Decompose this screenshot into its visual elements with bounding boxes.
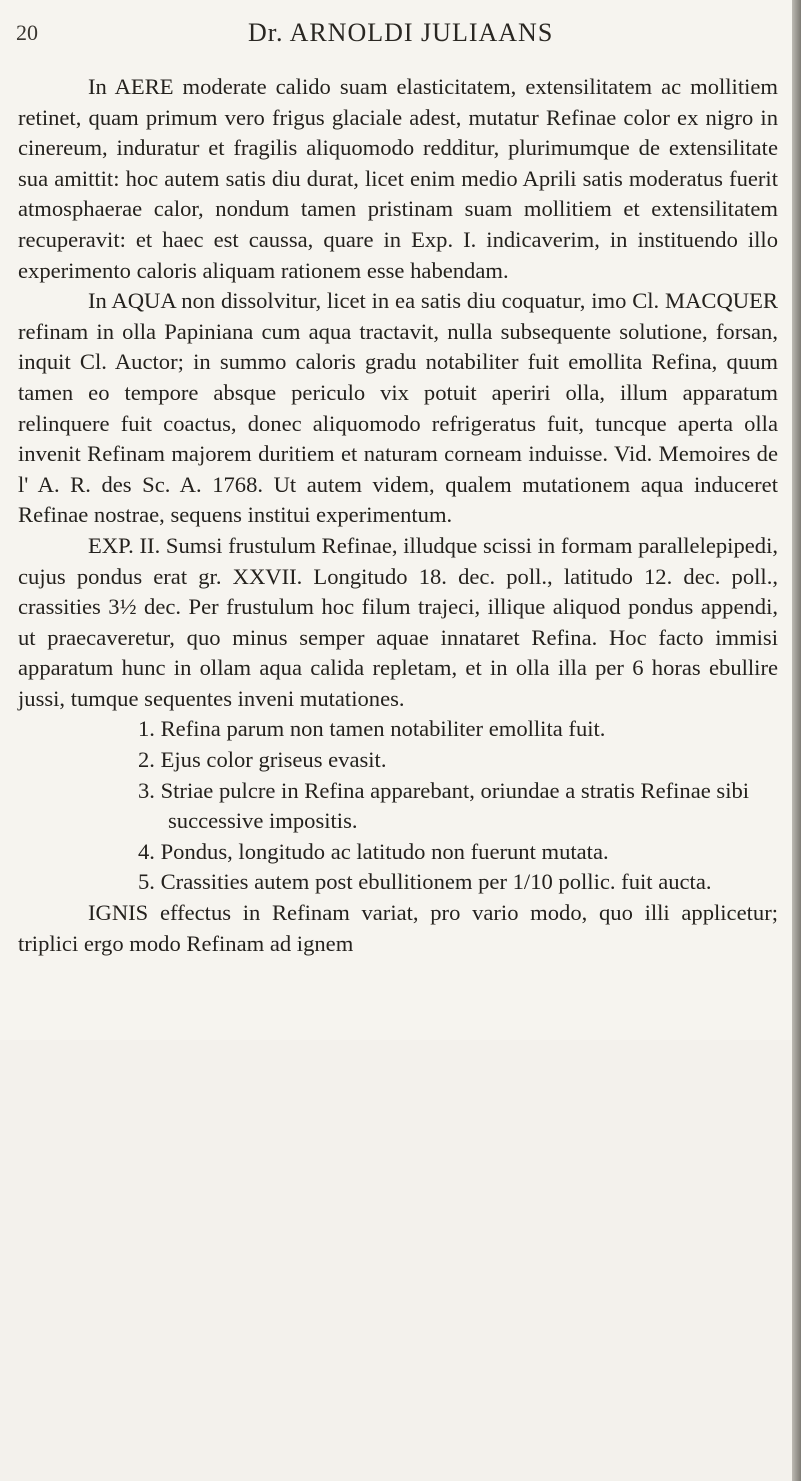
list-item: 2. Ejus color griseus evasit. <box>138 747 387 773</box>
paragraph-ignis: IGNIS effectus in Refinam variat, pro vario modo, quo illi applicetur; triplici ergo modo Refinam ad ignem <box>18 900 778 956</box>
list-item: 5. Crassities autem post ebullitionem per 1/10 pollic. fuit aucta. <box>138 869 712 895</box>
mutations-list <box>18 714 778 898</box>
page-edge-shadow <box>792 0 801 1481</box>
list-item: 1. Refina parum non tamen notabiliter emollita fuit. <box>138 716 606 742</box>
paragraph-aere: In AERE moderate calido suam elasticitatem, extensilitatem ac mollitiem retinet, quam primum vero frigus glaciale adest, mutatur Refinae color ex nigro in cinereum, induratur et fragilis aliquomodo redditur, plurimumque de extensilitate sua amittit: hoc autem satis diu durat, licet enim medio Aprili satis moderatus fuerit atmosphaerae calor, nondum tamen pristinam suam mollitiem et extensilitatem recuperavit: et haec est caussa, quare in Exp. I. indicaverim, in instituendo illo experimento caloris aliquam rationem esse habendam. <box>18 74 778 283</box>
paragraph-aqua: In AQUA non dissolvitur, licet in ea satis diu coquatur, imo Cl. MACQUER refinam in olla Papiniana cum aqua tractavit, nulla subsequente solutione, forsan, inquit Cl. Auctor; in summo caloris gradu notabiliter fuit emollita Refina, quum tamen eo tempore absque periculo vix potuit aperiri olla, illum apparatum relinquere fuit coactus, donec aliquomodo refrigeratus fuit, tuncque aperta olla invenit Refinam majorem duritiem et naturam corneam induisse. Vid. Memoires de l' A. R. des Sc. A. 1768. Ut autem videm, qualem mutationem aqua induceret Refinae nostrae, sequens institui experimentum. <box>18 288 778 528</box>
page-number: 20 <box>16 20 38 45</box>
paragraph-exp-ii: EXP. II. Sumsi frustulum Refinae, illudque scissi in formam parallelepipedi, cujus pondus erat gr. XXVII. Longitudo 18. dec. poll., latitudo 12. dec. poll., crassities 3½ dec. Per frustulum hoc filum trajeci, illique aliquod pondus appendi, ut praecaveretur, quo minus semper aquae innataret Refina. Hoc facto immisi apparatum hunc in ollam aqua calida repletam, et in olla illa per 6 horas ebullire jussi, tumque sequentes inveni mutationes. <box>18 532 778 711</box>
running-title: Dr. ARNOLDI JULIAANS <box>248 18 554 47</box>
list-item: 4. Pondus, longitudo ac latitudo non fuerunt mutata. <box>138 838 609 864</box>
list-item: 3. Striae pulcre in Refina apparebant, oriundae a stratis Refinae sibi successive impositis. <box>138 777 750 834</box>
body-text <box>18 72 778 959</box>
